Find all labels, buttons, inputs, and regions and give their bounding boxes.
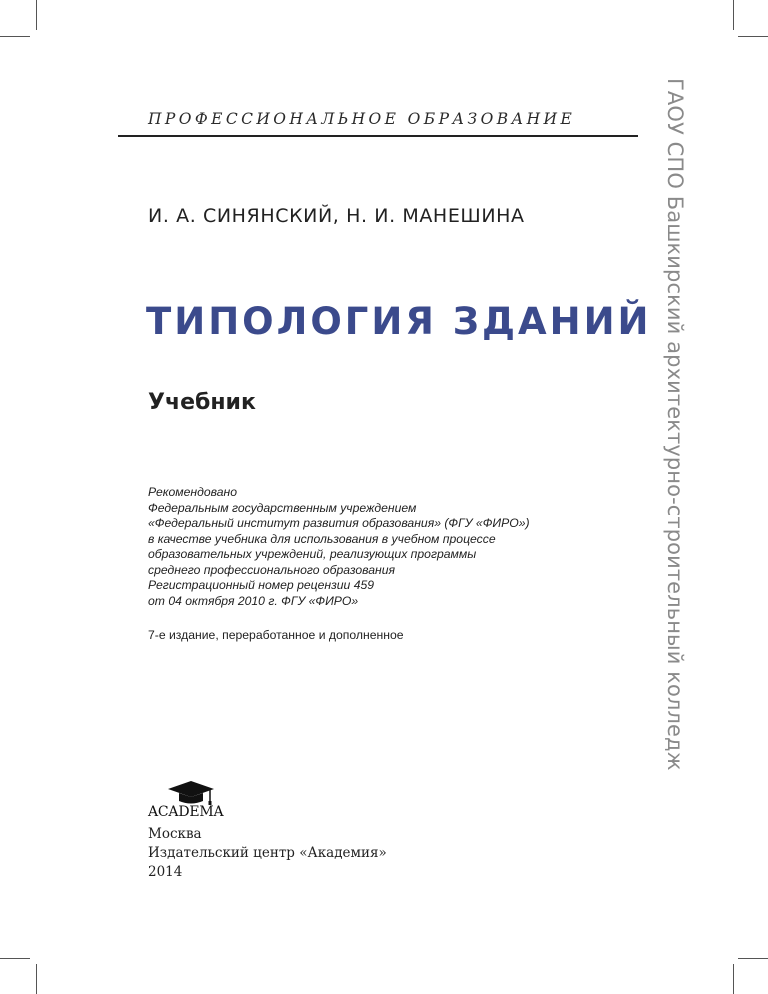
crop-mark [733, 964, 734, 994]
book-title: ТИПОЛОГИЯ ЗДАНИЙ [146, 300, 652, 343]
recommendation-line: среднего профессионального образования [148, 562, 395, 577]
academic-cap-icon [166, 780, 216, 806]
book-subtitle: Учебник [148, 390, 256, 415]
crop-mark [733, 0, 734, 30]
logo-text: ACADEMA [148, 804, 224, 820]
recommendation-line: Федеральным государственным учреждением [148, 500, 417, 515]
crop-mark [738, 36, 768, 37]
crop-mark [0, 958, 30, 959]
imprint-city: Москва [148, 826, 202, 842]
series-title: ПРОФЕССИОНАЛЬНОЕ ОБРАЗОВАНИЕ [148, 110, 576, 128]
recommendation-line: в качестве учебника для использования в учебном процессе [148, 531, 496, 546]
imprint-publisher: Издательский центр «Академия» [148, 845, 387, 861]
crop-mark [0, 36, 30, 37]
header-rule [118, 135, 638, 137]
library-stamp [663, 78, 693, 886]
registration-line: от 04 октября 2010 г. ФГУ «ФИРО» [148, 593, 359, 608]
imprint-year: 2014 [148, 864, 183, 880]
crop-mark [738, 958, 768, 959]
recommendation-line: «Федеральный институт развития образования» (ФГУ «ФИРО») [148, 516, 530, 531]
publisher-logo [148, 780, 233, 822]
registration-line: Регистрационный номер рецензии 459 [148, 578, 375, 592]
crop-mark [36, 964, 37, 994]
registration-block [148, 578, 374, 609]
authors: И. А. СИНЯНСКИЙ, Н. И. МАНЕШИНА [148, 205, 525, 227]
edition-note: 7-е издание, переработанное и дополненное [148, 628, 404, 642]
recommendation-line: Рекомендовано [148, 485, 238, 499]
crop-mark [36, 0, 37, 30]
recommendation-block [148, 485, 618, 579]
recommendation-line: образовательных учреждений, реализующих программы [148, 547, 477, 562]
library-stamp-text: ГАОУ СПО Башкирский архитектурно-строительный колледж [663, 78, 687, 771]
imprint [148, 825, 387, 882]
